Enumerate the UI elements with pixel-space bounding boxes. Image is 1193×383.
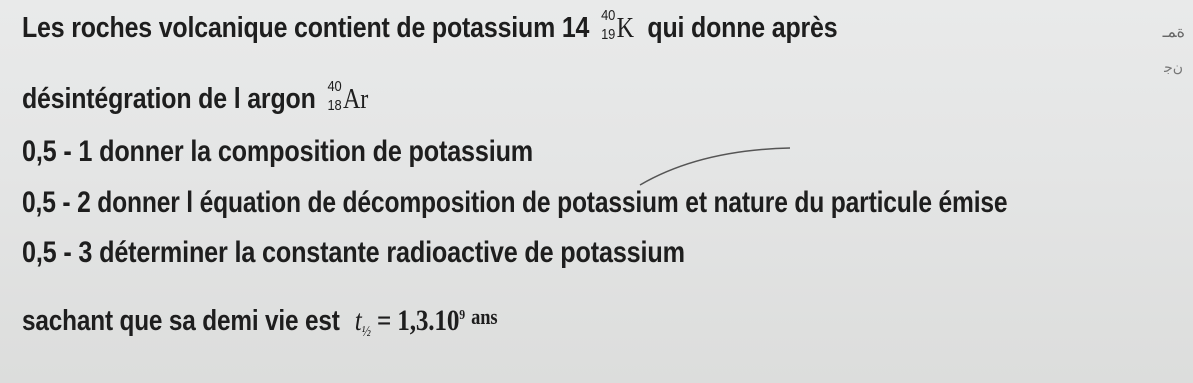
question-3: 0,5 - 3 déterminer la constante radioactive de potassium bbox=[22, 236, 685, 269]
intro-line-1-after: qui donne après bbox=[647, 12, 838, 44]
intro-line-1-text: Les roches volcanique contient de potassium 14 bbox=[22, 12, 590, 44]
potassium-symbol: K bbox=[616, 13, 634, 44]
handwritten-corner-mark-2: ﻥﺟ bbox=[1164, 60, 1183, 76]
question-1: 0,5 - 1 donner la composition de potassium bbox=[22, 135, 534, 168]
argon-symbol: Ar bbox=[343, 84, 369, 115]
half-life-line-text: sachant que sa demi vie est bbox=[22, 305, 340, 337]
half-life-subscript: ½ bbox=[361, 324, 371, 340]
half-life-unit: ans bbox=[471, 304, 498, 329]
half-life-symbol: t bbox=[354, 304, 362, 337]
half-life-handwritten bbox=[355, 304, 498, 341]
intro-line-1 bbox=[22, 7, 838, 45]
argon-nuclide bbox=[326, 78, 369, 116]
argon-atomic-number: 18 bbox=[327, 97, 342, 114]
potassium-mass-number: 40 bbox=[601, 7, 616, 24]
potassium-nuclide bbox=[599, 7, 634, 45]
potassium-atomic-number: 19 bbox=[601, 26, 616, 43]
half-life-line bbox=[22, 304, 497, 341]
intro-line-2 bbox=[22, 78, 369, 116]
intro-line-2-text: désintégration de l argon bbox=[22, 83, 316, 115]
half-life-exponent: 9 bbox=[459, 308, 466, 323]
half-life-value: = 1,3.10 bbox=[376, 304, 460, 337]
argon-mass-number: 40 bbox=[327, 78, 342, 95]
question-2: 0,5 - 2 donner l équation de décomposition de potassium et nature du particule émise bbox=[22, 186, 1008, 219]
handwritten-corner-mark: ﺓﻤـ bbox=[1162, 22, 1185, 41]
